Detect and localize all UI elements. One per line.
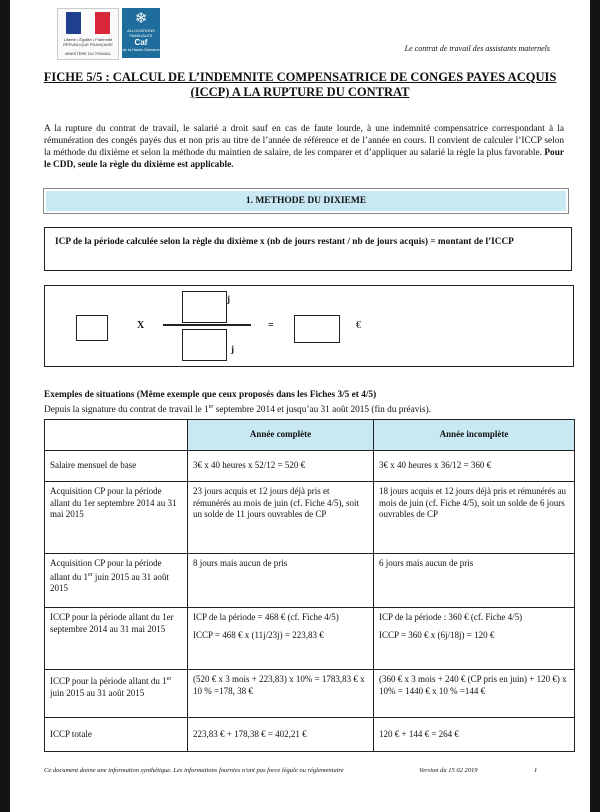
formula-box: ICP de la période calculée selon la règle du dixième x (nb de jours restant / nb de jours acquis) = montant de l’ICCP	[44, 227, 572, 271]
document-page	[10, 0, 590, 812]
calculation-box: X j j = €	[44, 285, 574, 367]
snowflake-icon: ❄	[134, 10, 148, 27]
table-row: ICCP pour la période allant du 1er juin 2015 au 31 août 2015 (520 € x 3 mois + 223,83) x 10% = 1783,83 € x 10 % =178, 38 € (360 € x 3 mois + 240 € (CP pris en juin) + 120 €) x 10% = 1440 € x 10 % =144 €	[45, 670, 575, 718]
page-footer: Ce document donne une information synthétique. Les informations fournies n'ont pas force légale ou réglementaire Version du 15 02 2019 1	[44, 767, 538, 774]
fraction-bar	[163, 324, 251, 326]
examples-table	[44, 419, 575, 752]
republique-francaise-logo: Liberté • Égalité • Fraternité RÉPUBLIQUE FRANÇAISE MINISTÈRE DU TRAVAIL	[57, 8, 119, 60]
col-header-full-year: Année complète	[188, 420, 374, 451]
examples-title: Exemples de situations (Même exemple que ceux proposés dans les Fiches 3/5 et 4/5)	[44, 390, 377, 400]
page-title: FICHE 5/5 : CALCUL DE L’INDEMNITE COMPENSATRICE DE CONGES PAYES ACQUIS (ICCP) A LA RUPTURE DU CONTRAT	[43, 70, 557, 99]
icp-value-box	[76, 315, 108, 341]
table-header-row	[45, 420, 575, 451]
col-header-partial-year: Année incomplète	[374, 420, 575, 451]
french-flag-icon	[66, 12, 110, 34]
numerator-box	[182, 291, 227, 323]
version-label: Version du 15 02 2019	[419, 767, 478, 774]
result-box	[294, 315, 340, 343]
examples-subtitle: Depuis la signature du contrat de travail le 1er septembre 2014 et jusqu’au 31 août 2015 (fin du préavis).	[44, 404, 432, 416]
header-title: Le contrat de travail des assistants maternels	[404, 44, 550, 53]
table-row: Acquisition CP pour la période allant du 1er septembre 2014 au 31 mai 2015 23 jours acquis et 12 jours déjà pris et rémunérés au mois de juin (cf. Fiche 4/5), soit un solde de 11 jours ouvrables de CP 18 jours acquis et 12 jours déjà pris et rémunérés au mois de juin (cf. Fiche 4/5), soit un solde de 6 jours ouvrables de CP	[45, 482, 575, 554]
table-row: ICCP pour la période allant du 1er septembre 2014 au 31 mai 2015 ICP de la période = 468 € (cf. Fiche 4/5) ICCP = 468 € x (11j/23j) = 223,83 € ICP de la période : 360 € (cf. Fiche 4/5) ICCP = 360 € x (6j/18j) = 120 €	[45, 608, 575, 670]
times-sign: X	[137, 320, 145, 331]
caf-logo: ❄ ALLOCATIONS FAMILIALES Caf de la Haute-Garonne	[122, 8, 160, 58]
denominator-box	[182, 329, 227, 361]
equals-sign: =	[268, 320, 274, 331]
section-heading: 1. METHODE DU DIXIEME	[44, 189, 568, 213]
table-row: Acquisition CP pour la période allant du 1er juin 2015 au 31 août 2015 8 jours mais aucun de pris 6 jours mais aucun de pris	[45, 554, 575, 608]
intro-paragraph: A la rupture du contrat de travail, le salarié a droit sauf en cas de faute lourde, à une indemnité compensatrice correspondant à la rémunération des congés payés dus et non pris au titre de l’année de référence et de l’année en cours. Il convient de calculer l’ICCP selon la méthode du dixième et selon la méthode du maintien de salaire, de les comparer et d’appliquer au salarié la règle la plus favorable. Pour le CDD, seule la règle du dixième est applicable.	[44, 124, 564, 170]
table-header-empty	[45, 420, 188, 451]
table-row: Salaire mensuel de base 3€ x 40 heures x 52/12 = 520 € 3€ x 40 heures x 36/12 = 360 €	[45, 451, 575, 482]
table-row: ICCP totale 223,83 € + 178,38 € = 402,21 € 120 € + 144 € = 264 €	[45, 718, 575, 752]
page-number: 1	[534, 767, 538, 774]
